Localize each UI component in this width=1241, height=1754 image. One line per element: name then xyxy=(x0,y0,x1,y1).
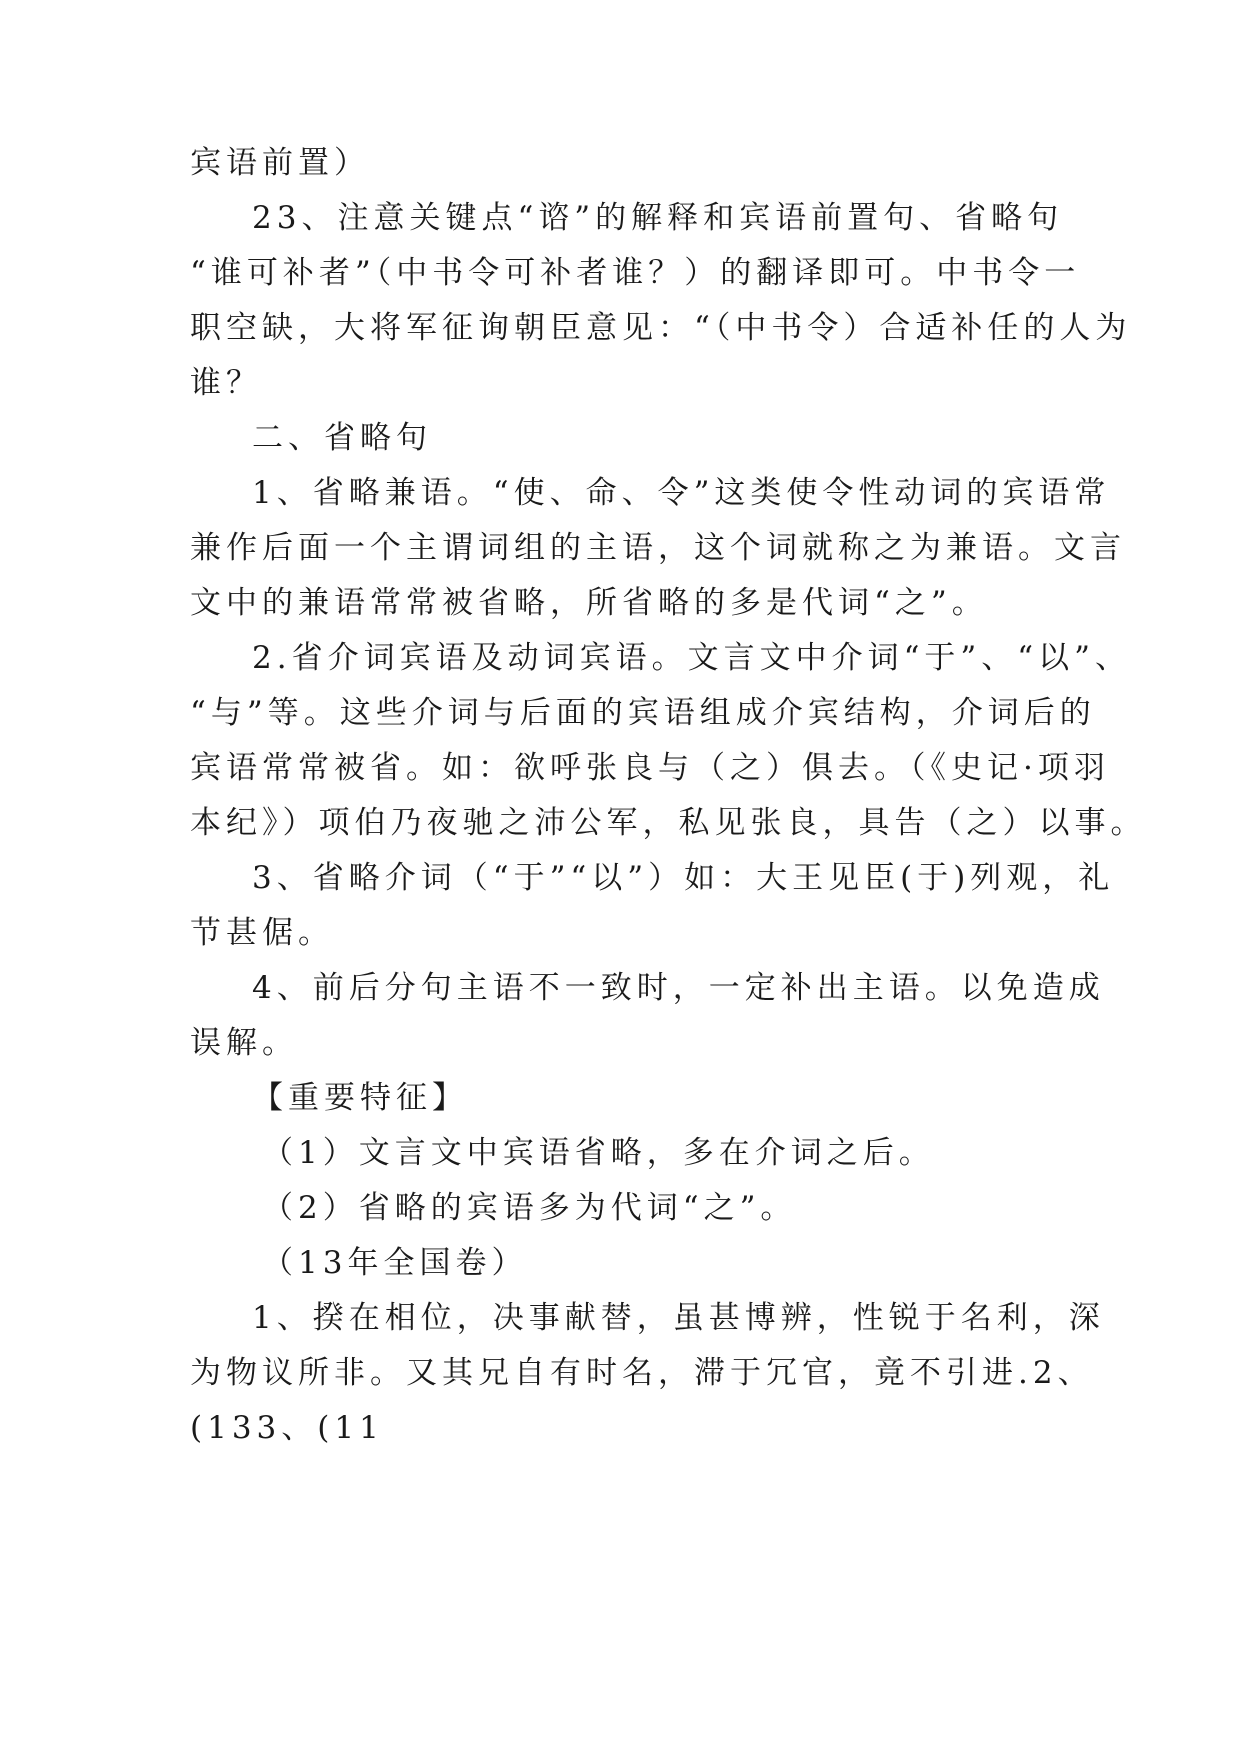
text-line-10: 2.省介词宾语及动词宾语。文言文中介词“于”、“以”、 xyxy=(252,640,1131,676)
text-line-7: 1、省略兼语。“使、命、令”这类使令性动词的宾语常 xyxy=(252,475,1111,511)
text-line-22: 1、揆在相位，决事献替，虽甚博辨，性锐于名利，深 xyxy=(252,1300,1105,1336)
text-line-13: 本纪》）项伯乃夜驰之沛公军，私见张良，具告（之）以事。 xyxy=(190,805,1147,841)
text-line-15: 节甚倨。 xyxy=(190,915,334,951)
text-line-5: 谁？ xyxy=(190,365,262,401)
text-line-2: 23、注意关键点“谘”的解释和宾语前置句、省略句 xyxy=(252,200,1064,236)
text-line-9: 文中的兼语常常被省略，所省略的多是代词“之”。 xyxy=(190,585,988,621)
text-line-12: 宾语常常被省。如：欲呼张良与（之）俱去。（《史记·项羽 xyxy=(190,750,1110,786)
section-heading: 二、省略句 xyxy=(252,420,432,456)
feature-item-2: （2）省略的宾语多为代词“之”。 xyxy=(262,1190,797,1226)
text-line-17: 误解。 xyxy=(190,1025,298,1061)
feature-heading: 【重要特征】 xyxy=(252,1080,468,1116)
exam-source: （13年全国卷） xyxy=(262,1245,528,1281)
text-line-1: 宾语前置） xyxy=(190,145,370,181)
text-line-16: 4、前后分句主语不一致时，一定补出主语。以免造成 xyxy=(252,970,1105,1006)
text-line-4: 职空缺，大将军征询朝臣意见：“（中书令）合适补任的人为 xyxy=(190,310,1132,346)
text-line-14: 3、省略介词（“于”“以”）如：大王见臣(于)列观，礼 xyxy=(252,860,1115,896)
text-line-8: 兼作后面一个主谓词组的主语，这个词就称之为兼语。文言 xyxy=(190,530,1126,566)
feature-item-1: （1）文言文中宾语省略，多在介词之后。 xyxy=(262,1135,935,1171)
text-line-23: 为物议所非。又其兄自有时名，滞于冗官，竟不引进.2、 xyxy=(190,1355,1094,1391)
text-line-11: “与”等。这些介词与后面的宾语组成介宾结构，介词后的 xyxy=(190,695,1096,731)
text-line-3: “谁可补者”（中书令可补者谁？）的翻译即可。中书令一 xyxy=(190,255,1081,291)
text-line-24: (133、(11 xyxy=(190,1410,384,1446)
